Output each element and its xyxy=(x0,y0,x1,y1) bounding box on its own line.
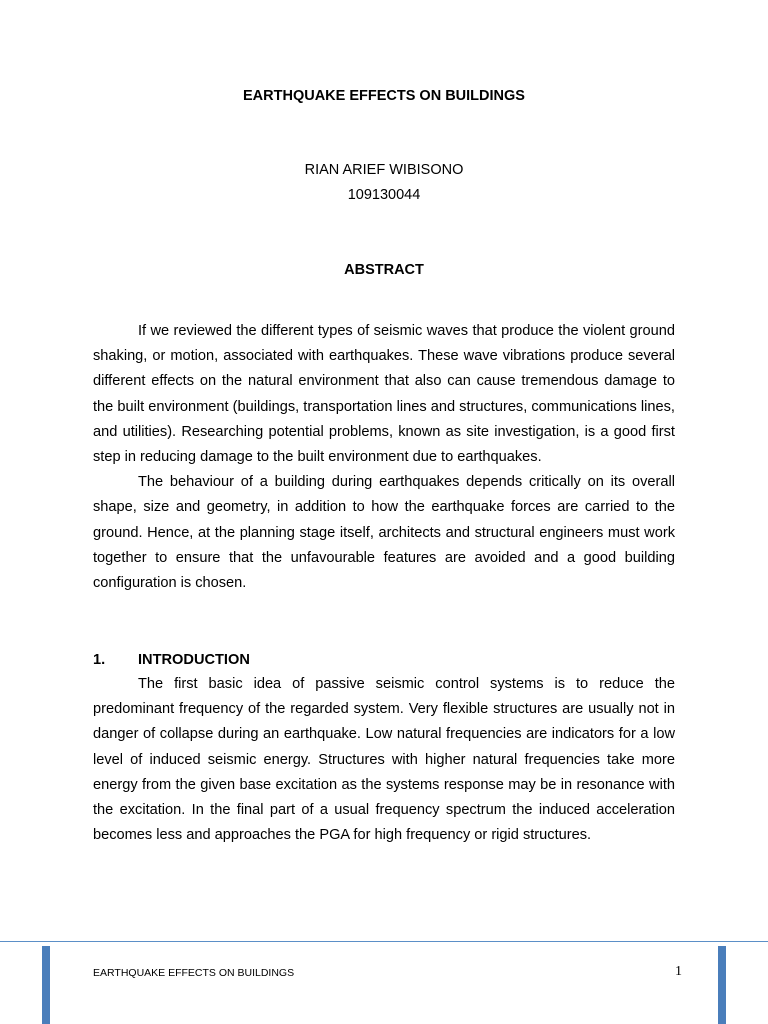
section-number: 1. xyxy=(93,652,106,668)
author-name: RIAN ARIEF WIBISONO xyxy=(304,162,464,178)
abstract-paragraph-2: The behaviour of a building during earthquakes depends critically on its overall shape, size and geometry, in addition to how the earthquake forces are carried to the ground. Hence, at the planning stage itself, architects and structural engineers must work together to ensure that the unfavourable features are avoided and a good building configuration is chosen. xyxy=(93,474,675,592)
introduction-heading xyxy=(93,650,250,670)
footer-left-bar xyxy=(42,946,50,1024)
footer-rule xyxy=(0,941,768,942)
abstract-heading: ABSTRACT xyxy=(344,262,424,278)
author-id: 109130044 xyxy=(347,187,421,203)
footer-running-title: EARTHQUAKE EFFECTS ON BUILDINGS xyxy=(93,967,295,979)
abstract-paragraph-1: If we reviewed the different types of seismic waves that produce the violent ground shaking, or motion, associated with earthquakes. These wave vibrations produce several different effects on the natural environment that also can cause tremendous damage to the built environment (buildings, transportation lines and structures, communications lines, and utilities). Researching potential problems, known as site investigation, is a good first step in reducing damage to the built environment due to earthquakes. xyxy=(93,323,675,466)
document-title: EARTHQUAKE EFFECTS ON BUILDINGS xyxy=(243,88,525,104)
page-number: 1 xyxy=(675,964,682,979)
section-title: INTRODUCTION xyxy=(138,652,250,668)
introduction-body xyxy=(93,672,675,848)
abstract-body xyxy=(93,319,675,596)
footer-right-bar xyxy=(718,946,726,1024)
introduction-paragraph-1: The first basic idea of passive seismic control systems is to reduce the predominant frequency of the regarded system. Very flexible structures are usually not in danger of collapse during an earthquake. Low natural frequencies are indicators for a low level of induced seismic energy. Structures with higher natural frequencies take more energy from the given base excitation as the systems response may be in resonance with the excitation. In the final part of a usual frequency spectrum the induced acceleration becomes less and approaches the PGA for high frequency or rigid structures. xyxy=(93,676,675,844)
